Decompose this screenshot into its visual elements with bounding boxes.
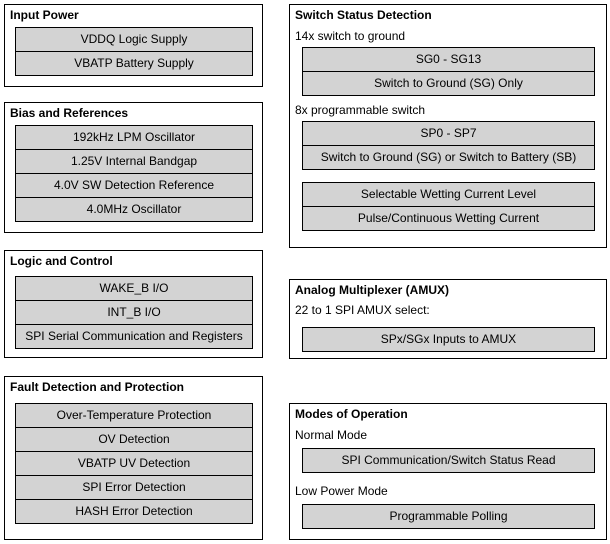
- block-int-b-io: INT_B I/O: [16, 301, 252, 325]
- low-power-mode-caption: Low Power Mode: [295, 484, 388, 498]
- panel-title: Modes of Operation: [295, 407, 408, 421]
- panel-title: Bias and References: [10, 106, 129, 120]
- fault-stack: [15, 403, 253, 524]
- block-vbatp-uv-detection: VBATP UV Detection: [16, 452, 252, 476]
- sp-caption: 8x programmable switch: [295, 103, 426, 117]
- modes-panel: [289, 403, 607, 540]
- block-wake-b-io: WAKE_B I/O: [16, 277, 252, 301]
- block-programmable-polling: Programmable Polling: [303, 505, 594, 528]
- block-spi-error-detection: SPI Error Detection: [16, 476, 252, 500]
- normal-mode-stack: [302, 448, 595, 473]
- sg-stack: [302, 47, 595, 96]
- logic-control-panel: [4, 250, 263, 358]
- block-spx-sgx-inputs: SPx/SGx Inputs to AMUX: [303, 328, 594, 351]
- block-sg-range: SG0 - SG13: [303, 48, 594, 72]
- sg-caption: 14x switch to ground: [295, 29, 406, 43]
- panel-title: Fault Detection and Protection: [10, 380, 185, 394]
- sp-stack: [302, 121, 595, 170]
- panel-title: Analog Multiplexer (AMUX): [295, 283, 450, 297]
- block-sp-range: SP0 - SP7: [303, 122, 594, 146]
- panel-title: Input Power: [10, 8, 79, 22]
- block-vbatp-battery-supply: VBATP Battery Supply: [16, 52, 252, 75]
- amux-caption: 22 to 1 SPI AMUX select:: [295, 303, 430, 317]
- bias-references-panel: [4, 102, 263, 233]
- input-power-panel: [4, 4, 263, 87]
- block-sw-detection-reference: 4.0V SW Detection Reference: [16, 174, 252, 198]
- block-over-temperature-protection: Over-Temperature Protection: [16, 404, 252, 428]
- block-spi-communication-status-read: SPI Communication/Switch Status Read: [303, 449, 594, 472]
- fault-detection-panel: [4, 376, 263, 540]
- block-ov-detection: OV Detection: [16, 428, 252, 452]
- low-power-mode-stack: [302, 504, 595, 529]
- normal-mode-caption: Normal Mode: [295, 428, 368, 442]
- wetting-stack: [302, 182, 595, 231]
- bias-stack: [15, 125, 253, 222]
- block-spi-serial-communication: SPI Serial Communication and Registers: [16, 325, 252, 348]
- amux-stack: [302, 327, 595, 352]
- input-power-stack: [15, 27, 253, 76]
- block-internal-bandgap: 1.25V Internal Bandgap: [16, 150, 252, 174]
- block-switch-to-ground-only: Switch to Ground (SG) Only: [303, 72, 594, 95]
- amux-panel: [289, 279, 607, 359]
- block-mhz-oscillator: 4.0MHz Oscillator: [16, 198, 252, 221]
- block-vddq-logic-supply: VDDQ Logic Supply: [16, 28, 252, 52]
- block-hash-error-detection: HASH Error Detection: [16, 500, 252, 523]
- block-wetting-current-level: Selectable Wetting Current Level: [303, 183, 594, 207]
- block-pulse-continuous-wetting: Pulse/Continuous Wetting Current: [303, 207, 594, 230]
- block-sg-or-sb: Switch to Ground (SG) or Switch to Battery (SB): [303, 146, 594, 169]
- switch-status-panel: [289, 4, 607, 248]
- block-lpm-oscillator: 192kHz LPM Oscillator: [16, 126, 252, 150]
- logic-stack: [15, 276, 253, 349]
- panel-title: Switch Status Detection: [295, 8, 432, 22]
- panel-title: Logic and Control: [10, 254, 113, 268]
